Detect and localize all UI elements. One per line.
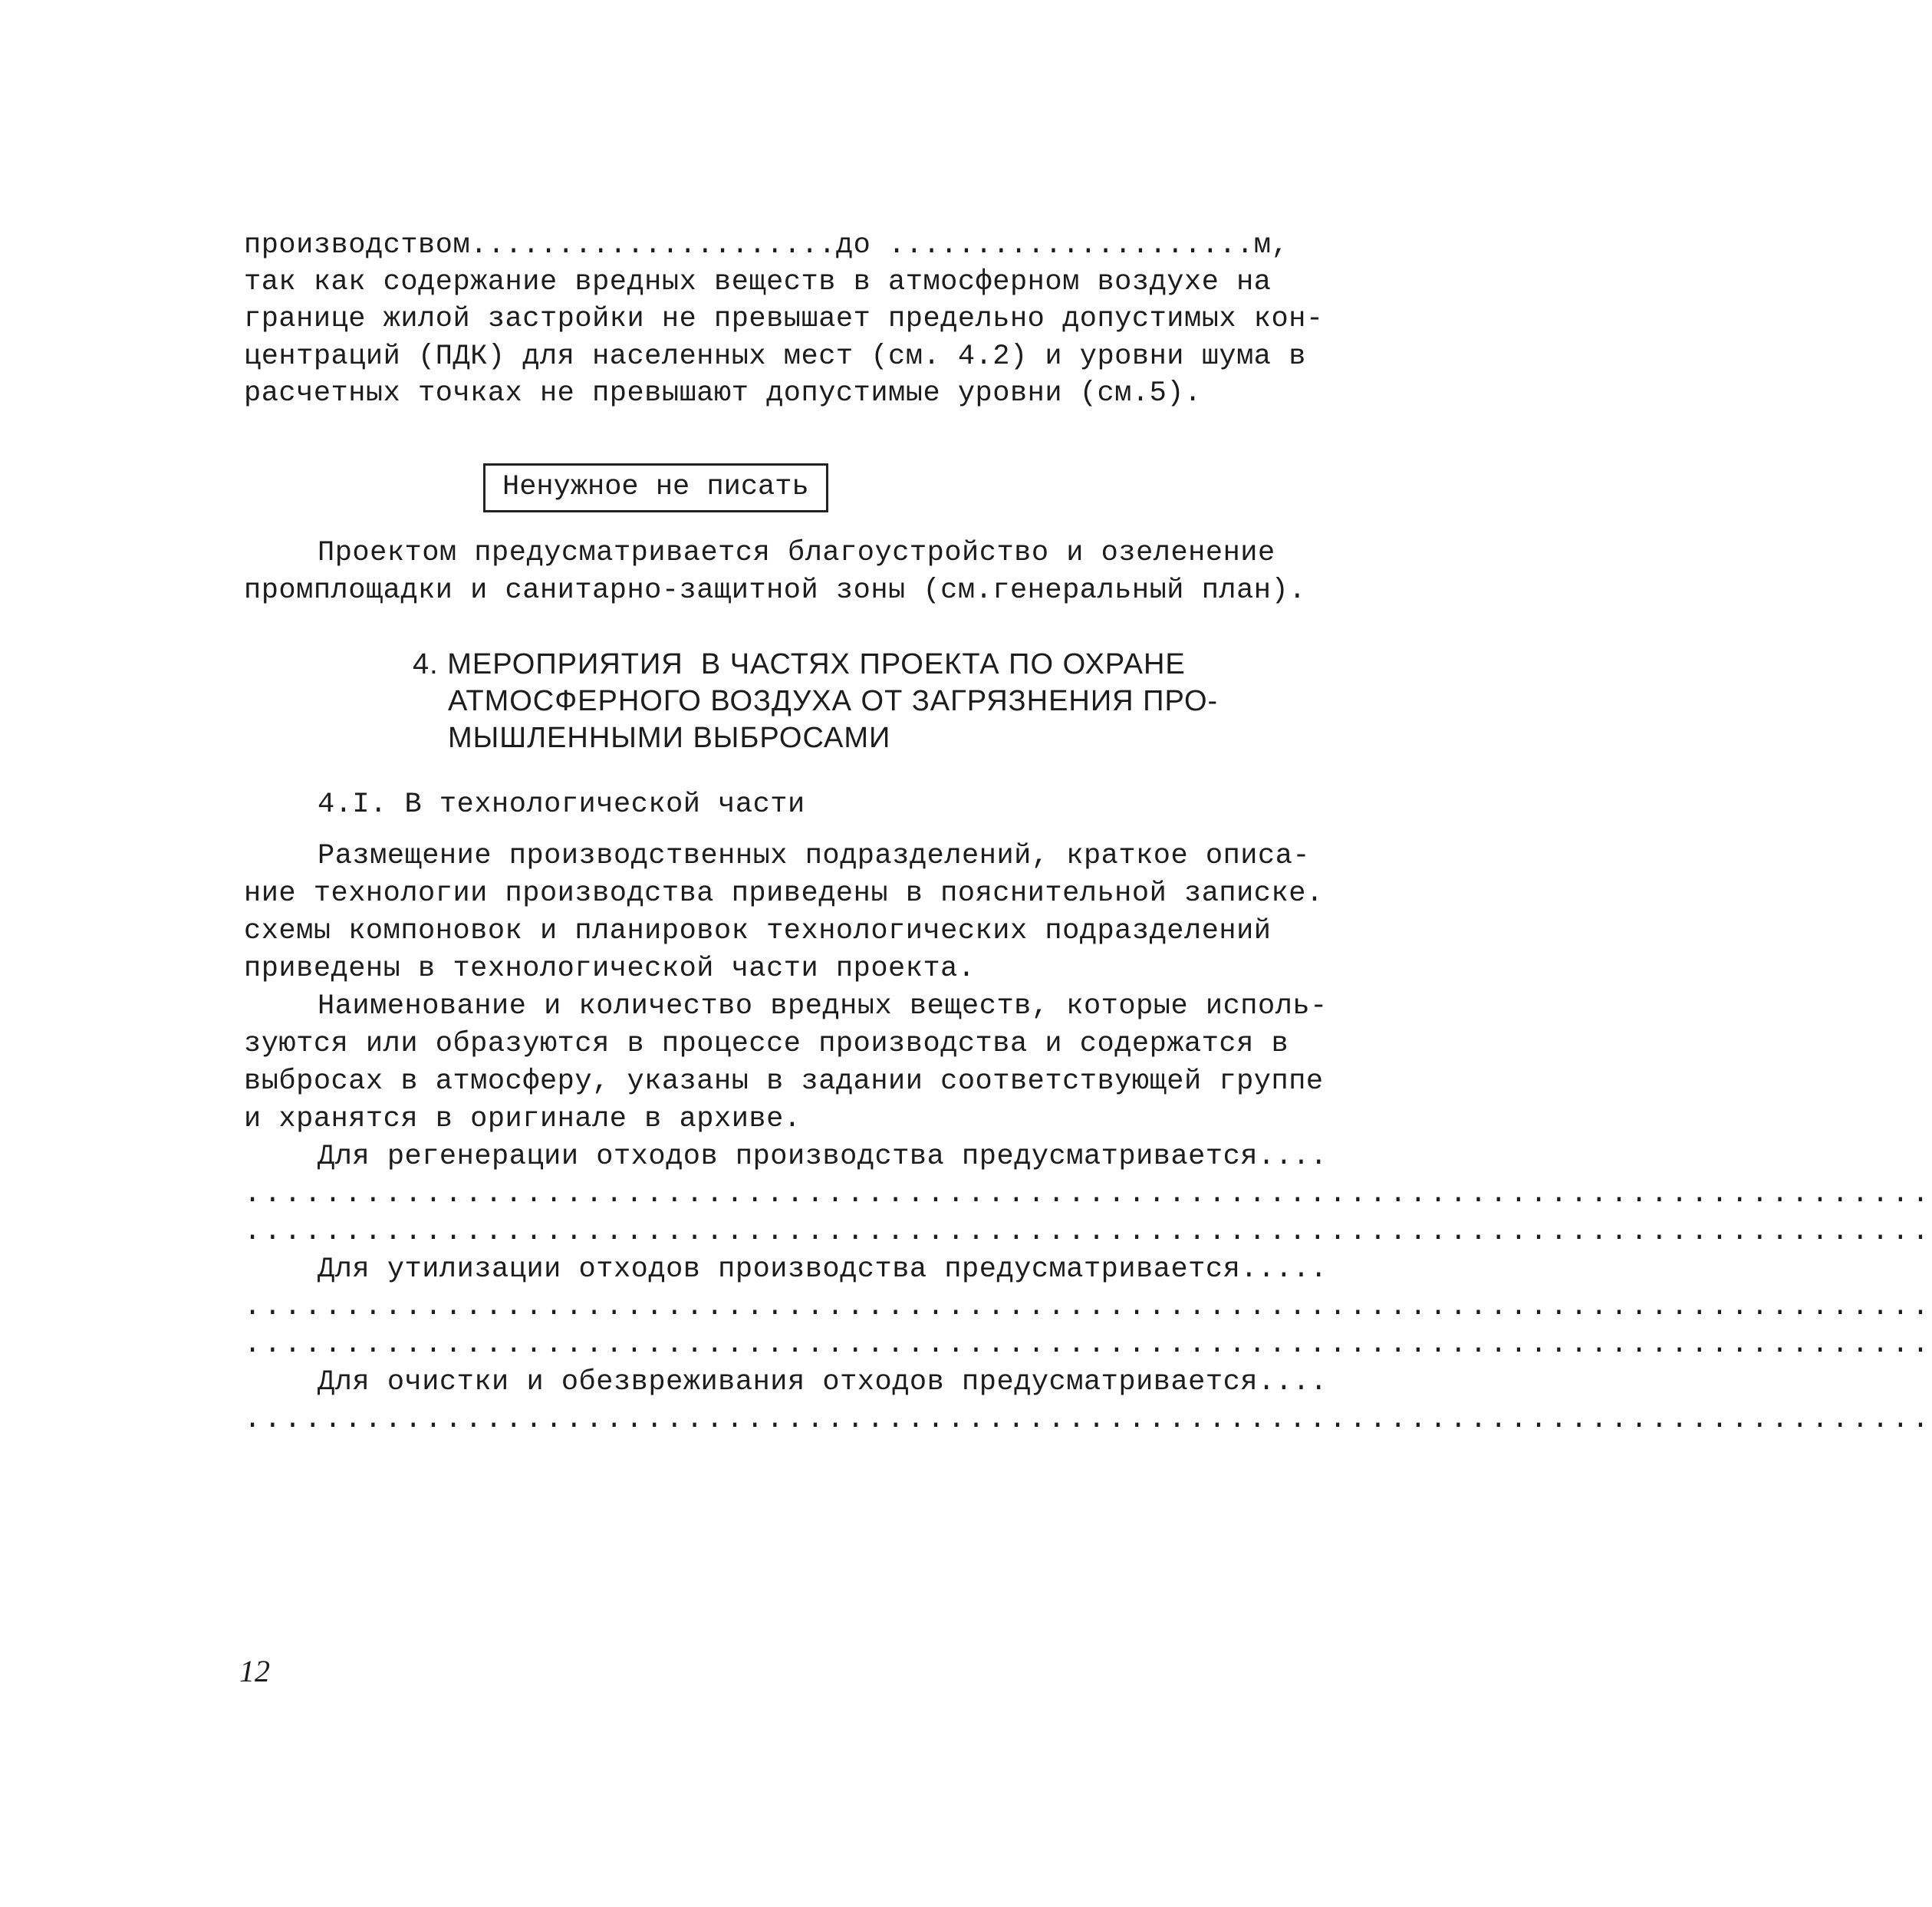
page-number: 12 bbox=[239, 1654, 270, 1688]
subsection-title: 4.I. В технологической части bbox=[318, 789, 805, 821]
section-heading-line-3: МЫШЛЕННЫМИ ВЫБРОСАМИ bbox=[448, 722, 891, 754]
para1-line-3: границе жилой застройки не превышает предельно допустимых кон- bbox=[244, 303, 1324, 335]
para3-line-2: ние технологии производства приведены в пояснительной записке. bbox=[244, 878, 1324, 910]
para1-line-5: расчетных точках не превышают допустимые уровни (см.5). bbox=[244, 377, 1202, 410]
para1-line-4: центраций (ПДК) для населенных мест (см. 4.2) и уровни шума в bbox=[244, 341, 1306, 373]
fill-dots-3: .................................................................................... bbox=[244, 1291, 1932, 1323]
para1-line-2: так как содержание вредных веществ в атмосферном воздухе на bbox=[244, 266, 1272, 298]
fill-dots-2: .................................................................................... bbox=[244, 1216, 1932, 1248]
section-heading-line-1: 4. МЕРОПРИЯТИЯ В ЧАСТЯХ ПРОЕКТА ПО ОХРАНЕ bbox=[413, 648, 1186, 680]
para3-line-3: схемы компоновок и планировок технологических подразделений bbox=[244, 915, 1272, 947]
fill-dots-1: .................................................................................... bbox=[244, 1178, 1932, 1210]
para3-line-4: приведены в технологической части проекта. bbox=[244, 953, 976, 985]
boxed-note: Ненужное не писать bbox=[483, 463, 828, 512]
para4-line-1: Наименование и количество вредных веществ, которые исполь- bbox=[318, 990, 1328, 1023]
regeneration-line: Для регенерации отходов производства предусматривается.... bbox=[318, 1141, 1328, 1173]
para2-line-1: Проектом предусматривается благоустройство и озеленение bbox=[318, 537, 1275, 569]
para2-line-2: промплощадки и санитарно-защитной зоны (см.генеральный план). bbox=[244, 575, 1306, 607]
para4-line-4: и хранятся в оригинале в архиве. bbox=[244, 1103, 801, 1135]
fill-dots-4: .................................................................................... bbox=[244, 1329, 1932, 1361]
utilization-line: Для утилизации отходов производства предусматривается..... bbox=[318, 1253, 1328, 1286]
para4-line-2: зуются или образуются в процессе производства и содержатся в bbox=[244, 1028, 1289, 1060]
para3-line-1: Размещение производственных подразделений, краткое описа- bbox=[318, 840, 1311, 872]
section-heading-line-2: АТМОСФЕРНОГО ВОЗДУХА ОТ ЗАГРЯЗНЕНИЯ ПРО- bbox=[448, 685, 1219, 717]
cleaning-line: Для очистки и обезвреживания отходов предусматривается.... bbox=[318, 1366, 1328, 1398]
fill-dots-5: .................................................................................... bbox=[244, 1404, 1932, 1436]
para1-line-1: производством.....................до .....................м, bbox=[244, 229, 1289, 262]
para4-line-3: выбросах в атмосферу, указаны в задании соответствующей группе bbox=[244, 1065, 1324, 1098]
